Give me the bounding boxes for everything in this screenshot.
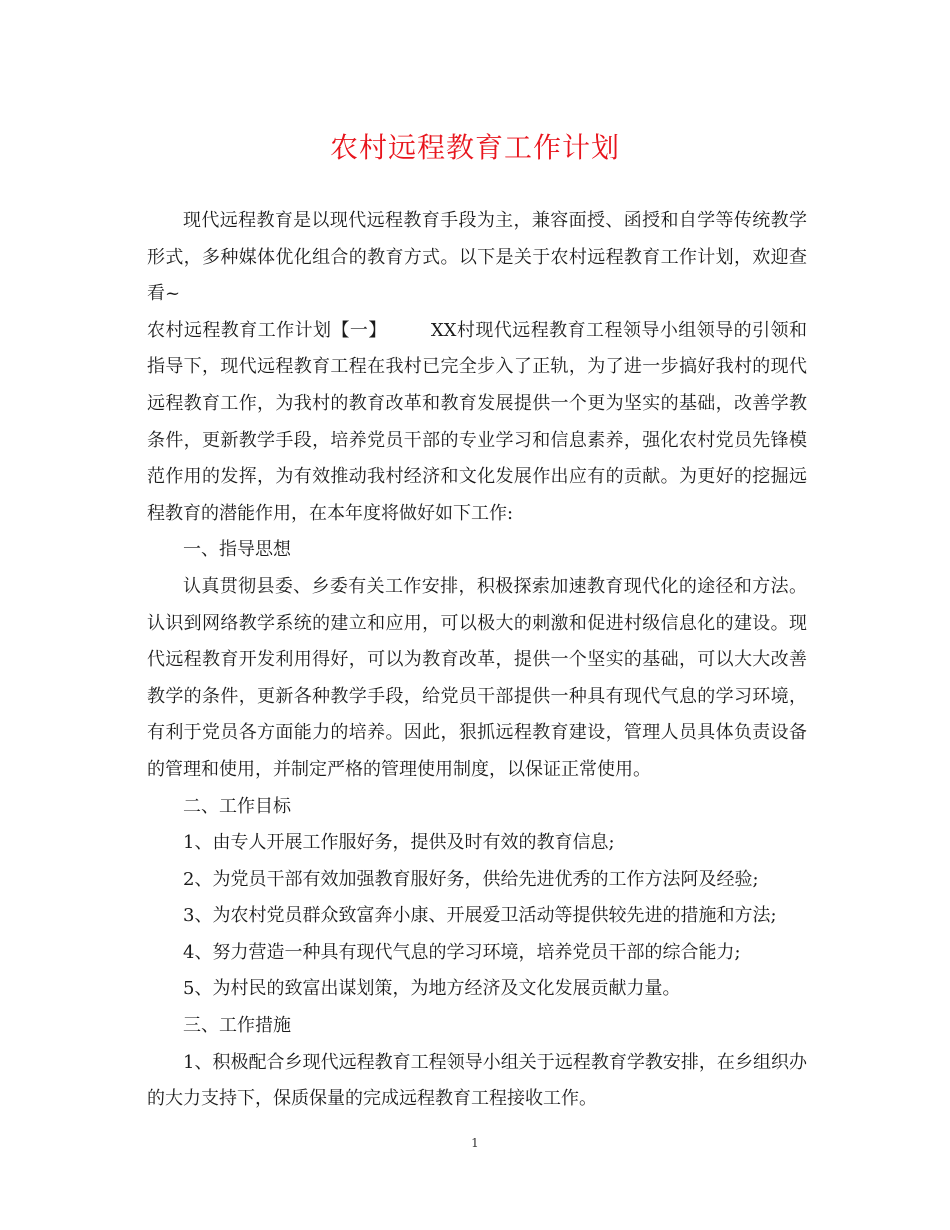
section3-heading: 三、工作措施 bbox=[183, 1015, 291, 1037]
intro-paragraph: 现代远程教育是以现代远程教育手段为主，兼容面授、函授和自学等传统教学形式，多种媒体优化组合的教育方式。以下是关于农村远程教育工作计划，欢迎查看~ bbox=[147, 210, 807, 305]
page-number: 1 bbox=[471, 1136, 479, 1150]
goal-item: 2、为党员干部有效加强教育服好务，供给先进优秀的工作方法阿及经验; bbox=[183, 868, 759, 890]
measure-paragraph: 1、积极配合乡现代远程教育工程领导小组关于远程教育学教安排，在乡组织办的大力支持下，保质保量的完成远程教育工程接收工作。 bbox=[147, 1051, 807, 1110]
document-title: 农村远程教育工作计划 bbox=[329, 131, 620, 164]
goal-item: 3、为农村党员群众致富奔小康、开展爱卫活动等提供较先进的措施和方法; bbox=[183, 905, 777, 927]
section2-heading: 二、工作目标 bbox=[183, 795, 291, 817]
section1-paragraph: 认真贯彻县委、乡委有关工作安排，积极探索加速教育现代化的途径和方法。认识到网络教学系统的建立和应用，可以极大的刺激和促进村级信息化的建设。现代远程教育开发利用得好，可以为教育改革，提供一个坚实的基础，可以大大改善教学的条件，更新各种教学手段，给党员干部提供一种具有现代气息的学习环境，有利于党员各方面能力的培养。因此，狠抓远程教育建设，管理人员具体负责设备的管理和使用，并制定严格的管理使用制度，以保证正常使用。 bbox=[147, 575, 807, 780]
plan-label: 农村远程教育工作计划【一】 bbox=[147, 319, 387, 341]
goal-item: 1、由专人开展工作服好务，提供及时有效的教育信息; bbox=[183, 832, 615, 854]
plan-intro-text: XX村现代远程教育工程领导小组领导的引领和指导下，现代远程教育工程在我村已完全步入了正轨，为了进一步搞好我村的现代远程教育工作，为我村的教育改革和教育发展提供一个更为坚实的基础，改善学教条件，更新教学手段，培养党员干部的专业学习和信息素养，强化农村党员先锋模范作用的发挥，为有效推动我村经济和文化发展作出应有的贡献。为更好的挖掘远程教育的潜能作用，在本年度将做好如下工作: bbox=[147, 319, 807, 524]
goal-item: 4、努力营造一种具有现代气息的学习环境，培养党员干部的综合能力; bbox=[183, 941, 741, 963]
plan-paragraph bbox=[147, 313, 807, 533]
document-body bbox=[147, 203, 807, 1118]
section1-heading: 一、指导思想 bbox=[183, 539, 291, 561]
goal-item: 5、为村民的致富出谋划策，为地方经济及文化发展贡献力量。 bbox=[183, 978, 681, 1000]
